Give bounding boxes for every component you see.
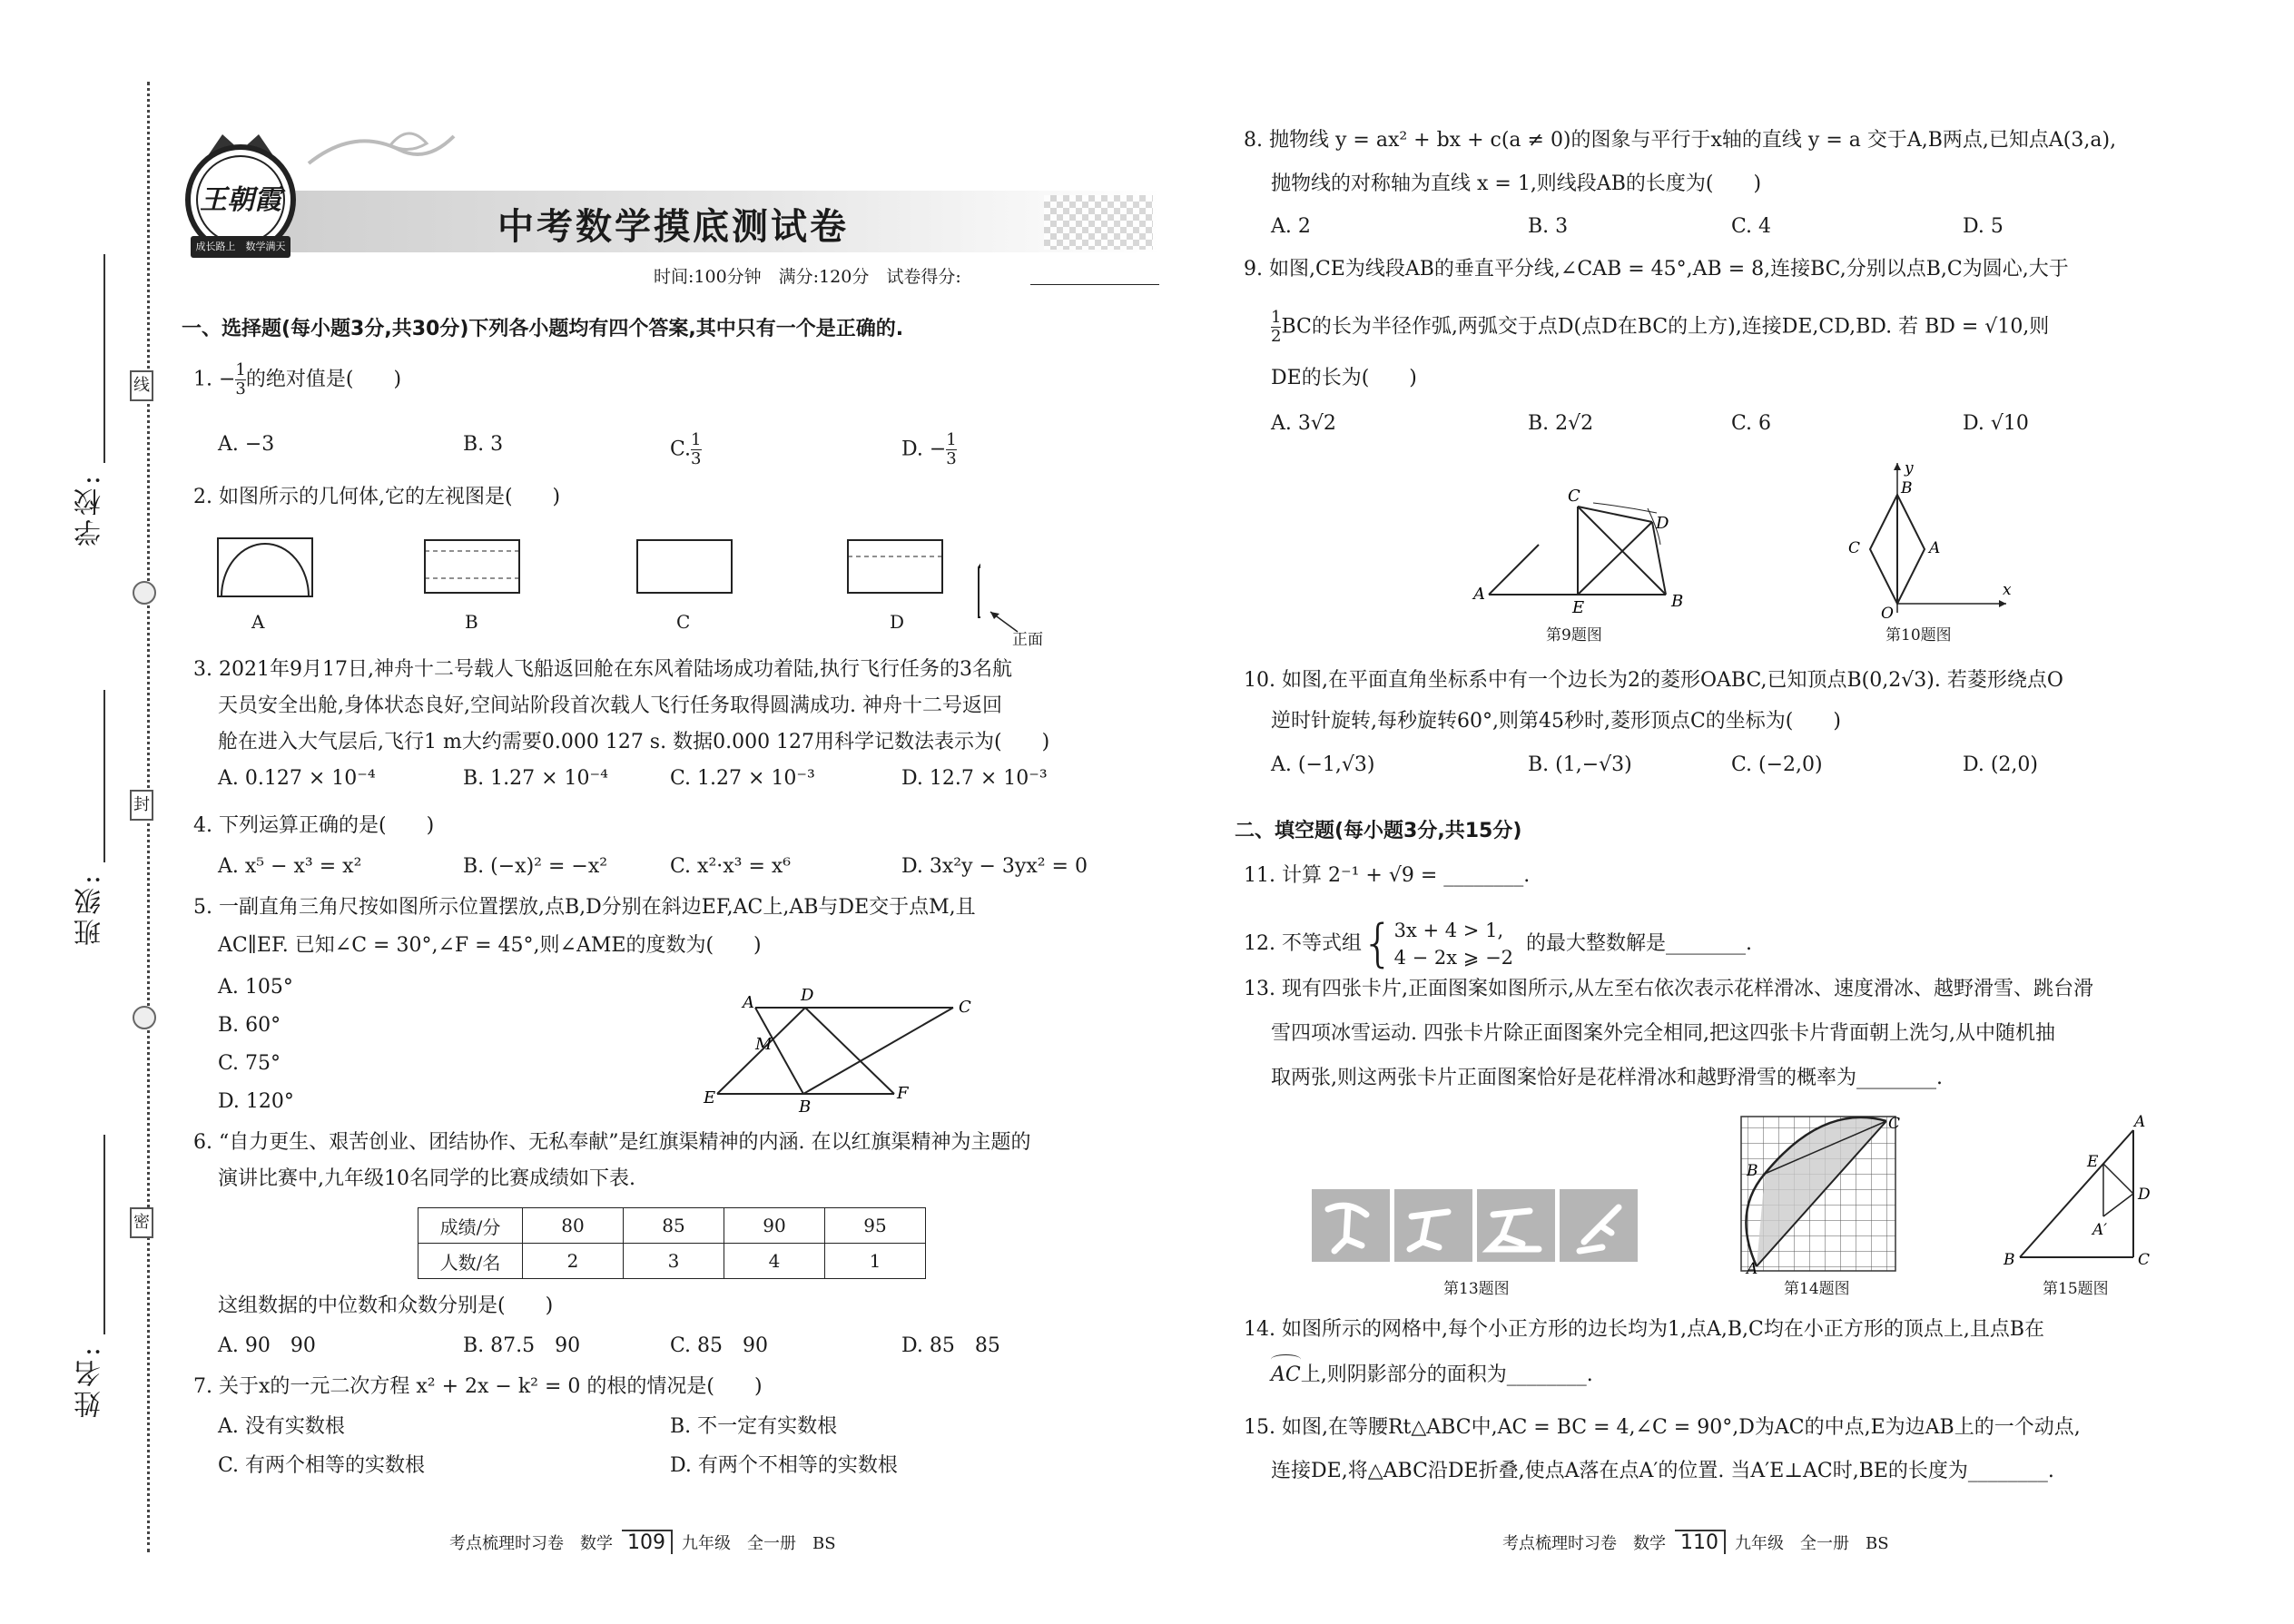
- q14-point-c: C: [1888, 1115, 1901, 1133]
- q9-line-3: DE的长为( ): [1271, 367, 1417, 389]
- q10-point-a: A: [1929, 539, 1941, 557]
- section2-title: 二、填空题(每小题3分,共15分): [1235, 820, 1522, 842]
- q13-line-1: 13. 现有四张卡片,正面图案如图所示,从左至右依次表示花样滑冰、速度滑冰、越野滑雪、跳台滑: [1244, 978, 2093, 1000]
- q5-option-a[interactable]: A. 105°: [218, 976, 293, 999]
- q4-stem: 4. 下列运算正确的是( ): [193, 814, 435, 837]
- q10-option-b[interactable]: B. (1,−√3): [1528, 753, 1632, 776]
- card-speed-skating: [1394, 1189, 1472, 1262]
- q14-point-a: A: [1747, 1260, 1758, 1275]
- class-label: 班级:: [74, 871, 106, 947]
- exam-meta: 时间:100分钟 满分:120分 试卷得分:: [654, 267, 961, 287]
- q9-line-2: $\frac{1}{2}$ BC的长为半径作弧,两弧交于点D(点D在BC的上方),连接DE,CD,BD. 若 BD = √10,则: [1271, 308, 2050, 346]
- q10-axis-x: x: [2003, 581, 2012, 599]
- q7-stem: 7. 关于x的一元二次方程 x² + 2x − k² = 0 的根的情况是( ): [193, 1375, 763, 1398]
- q5-option-c[interactable]: C. 75°: [218, 1052, 281, 1075]
- q12-stem: 12. 不等式组{ 3x + 4 > 1, 4 − 2x ⩾ −2 的最大整数解是________.: [1244, 914, 1753, 973]
- ribbon-icon: [300, 118, 463, 185]
- q13-line-3: 取两张,则这两张卡片正面图案恰好是花样滑冰和越野滑雪的概率为________.: [1271, 1067, 1943, 1089]
- q14-arc-label: AC: [1271, 1362, 1301, 1389]
- q5-line-2: AC∥EF. 已知∠C = 30°,∠F = 45°,则∠AME的度数为( ): [218, 934, 762, 957]
- bind-mark-feng: 封: [130, 790, 153, 821]
- q5-point-b: B: [799, 1097, 812, 1117]
- q10-option-c[interactable]: C. (−2,0): [1731, 753, 1823, 776]
- q1-option-a[interactable]: A. −3: [218, 433, 275, 456]
- q15-point-d: D: [2138, 1186, 2151, 1204]
- q8-option-a[interactable]: A. 2: [1271, 215, 1311, 238]
- q2-figures: [209, 531, 980, 649]
- q2-label-d: D: [890, 611, 905, 633]
- q2-stem: 2. 如图所示的几何体,它的左视图是( ): [193, 486, 561, 508]
- q10-point-b: B: [1901, 479, 1913, 497]
- q10-line-1: 10. 如图,在平面直角坐标系中有一个边长为2的菱形OABC,已知顶点B(0,2√3). 若菱形绕点O: [1244, 669, 2063, 692]
- page-number-left: 109: [622, 1530, 673, 1554]
- school-label: 学校:: [74, 472, 106, 547]
- name-blank[interactable]: [103, 1135, 105, 1334]
- q2-view-c: [637, 540, 732, 593]
- q4-option-b[interactable]: B. (−x)² = −x²: [463, 855, 608, 878]
- q9-option-c[interactable]: C. 6: [1731, 412, 1772, 435]
- q8-option-d[interactable]: D. 5: [1963, 215, 2004, 238]
- q13-card-set: [1312, 1189, 1639, 1262]
- bind-dot: [133, 581, 156, 605]
- q7-option-d[interactable]: D. 有两个不相等的实数根: [670, 1454, 898, 1477]
- q9-point-b: B: [1671, 592, 1684, 611]
- q7-option-b[interactable]: B. 不一定有实数根: [670, 1415, 838, 1438]
- q15-line-2: 连接DE,将△ABC沿DE折叠,使点A落在点A′的位置. 当A′E⊥AC时,BE的长度为________.: [1271, 1460, 2054, 1482]
- q10-figure: [1825, 458, 2024, 622]
- q6-option-b[interactable]: B. 87.5 90: [463, 1334, 581, 1357]
- q15-point-a: A: [2134, 1113, 2146, 1131]
- q14-line-2: AC上,则阴影部分的面积为________.: [1271, 1362, 1593, 1389]
- q5-option-b[interactable]: B. 60°: [218, 1014, 281, 1037]
- q5-point-e: E: [704, 1088, 716, 1107]
- q4-option-d[interactable]: D. 3x²y − 3yx² = 0: [901, 855, 1088, 878]
- page-title: 中考数学摸底测试卷: [497, 206, 849, 248]
- section1-title: 一、选择题(每小题3分,共30分)下列各小题均有四个答案,其中只有一个是正确的.: [182, 318, 904, 340]
- q13-cards: [1312, 1189, 1639, 1262]
- q6-line-1: 6. “自力更生、艰苦创业、团结协作、无私奉献”是红旗渠精神的内涵. 在以红旗渠精神为主题的: [193, 1131, 1031, 1154]
- q3-option-a[interactable]: A. 0.127 × 10⁻⁴: [218, 767, 376, 790]
- q15-figure: [1993, 1112, 2156, 1271]
- q5-option-d[interactable]: D. 120°: [218, 1090, 294, 1113]
- table-cell: 4: [724, 1244, 825, 1279]
- q10-line-2: 逆时针旋转,每秒旋转60°,则第45秒时,菱形顶点C的坐标为( ): [1271, 710, 1841, 733]
- q8-line-1: 8. 抛物线 y = ax² + bx + c(a ≠ 0)的图象与平行于x轴的直线 y = a 交于A,B两点,已知点A(3,a),: [1244, 129, 2117, 152]
- q9-option-a[interactable]: A. 3√2: [1271, 412, 1336, 435]
- bind-mark-xian: 线: [130, 370, 153, 401]
- q7-option-a[interactable]: A. 没有实数根: [218, 1415, 345, 1438]
- q6-line-2: 演讲比赛中,九年级10名同学的比赛成绩如下表.: [218, 1167, 635, 1190]
- score-blank[interactable]: [1030, 284, 1159, 285]
- name-label: 姓名:: [74, 1343, 106, 1419]
- q2-front-label: 正面: [1012, 631, 1043, 649]
- q3-option-c[interactable]: C. 1.27 × 10⁻³: [670, 767, 815, 790]
- q15-caption: 第15题图: [2043, 1280, 2109, 1298]
- q11-stem: 11. 计算 2⁻¹ + √9 = ________.: [1244, 864, 1531, 887]
- table-cell: 90: [724, 1208, 825, 1244]
- q5-point-d: D: [801, 986, 814, 1005]
- page-number-right: 110: [1675, 1530, 1726, 1554]
- table-cell: 95: [825, 1208, 926, 1244]
- q5-line-1: 5. 一副直角三角尺按如图所示位置摆放,点B,D分别在斜边EF,AC上,AB与DE交于点M,且: [193, 896, 976, 919]
- q15-line-1: 15. 如图,在等腰Rt△ABC中,AC = BC = 4,∠C = 90°,D为AC的中点,E为边AB上的一个动点,: [1244, 1416, 2081, 1439]
- table-cell: 成绩/分: [418, 1208, 523, 1244]
- q6-score-table: [418, 1207, 926, 1279]
- q15-point-c: C: [2138, 1251, 2151, 1269]
- table-cell: 85: [624, 1208, 724, 1244]
- table-row: [418, 1208, 926, 1244]
- q9-option-d[interactable]: D. √10: [1963, 412, 2029, 435]
- q9-figure: [1466, 481, 1702, 617]
- bind-mark-mi: 密: [130, 1207, 153, 1238]
- q8-option-c[interactable]: C. 4: [1731, 215, 1772, 238]
- school-blank[interactable]: [103, 254, 105, 463]
- q3-line-2: 天员安全出舱,身体状态良好,空间站阶段首次载人飞行任务取得圆满成功. 神舟十二号返回: [218, 694, 1002, 717]
- q6-option-a[interactable]: A. 90 90: [218, 1334, 316, 1357]
- card-figure-skating: [1312, 1189, 1390, 1262]
- q8-line-2: 抛物线的对称轴为直线 x = 1,则线段AB的长度为( ): [1271, 172, 1762, 195]
- q1-option-d[interactable]: D. − $\frac{1}{3}$: [901, 430, 957, 468]
- q13-caption: 第13题图: [1443, 1280, 1510, 1298]
- q3-option-d[interactable]: D. 12.7 × 10⁻³: [901, 767, 1048, 790]
- q2-view-b: [425, 540, 519, 593]
- q14-caption: 第14题图: [1784, 1280, 1850, 1298]
- class-blank[interactable]: [103, 690, 105, 862]
- arrow-icon: [985, 608, 1021, 635]
- table-cell: 3: [624, 1244, 724, 1279]
- q1-stem-tail: 的绝对值是( ): [245, 368, 402, 391]
- table-cell: 人数/名: [418, 1244, 523, 1279]
- q2-label-a: A: [251, 611, 265, 633]
- q9-point-d: D: [1656, 514, 1669, 533]
- table-cell: 1: [825, 1244, 926, 1279]
- q5-figure: [699, 980, 989, 1117]
- brand-name: 王朝霞: [200, 184, 281, 216]
- q14-point-b: B: [1747, 1162, 1758, 1180]
- q8-option-b[interactable]: B. 3: [1528, 215, 1569, 238]
- q2-label-c: C: [676, 611, 691, 633]
- q6-option-d[interactable]: D. 85 85: [901, 1334, 1000, 1357]
- q10-caption: 第10题图: [1885, 626, 1952, 645]
- q6-ask: 这组数据的中位数和众数分别是( ): [218, 1294, 554, 1317]
- q5-point-m: M: [755, 1035, 773, 1054]
- q10-point-o: O: [1881, 605, 1894, 622]
- q1-stem: 1. − $\frac{1}{3}$ 的绝对值是( ): [193, 360, 402, 399]
- table-row: [418, 1244, 926, 1279]
- q2-view-a: [218, 538, 312, 596]
- footer-left: 考点梳理时习卷 数学 109 九年级 全一册 BS: [449, 1531, 836, 1554]
- q9-point-c: C: [1568, 487, 1580, 506]
- q10-option-d[interactable]: D. (2,0): [1963, 753, 2038, 776]
- q3-line-3: 舱在进入大气层后,飞行1 m大约需要0.000 127 s. 数据0.000 127用科学记数法表示为( ): [218, 731, 1050, 753]
- q15-point-e: E: [2087, 1153, 2099, 1171]
- table-cell: 80: [523, 1208, 624, 1244]
- brand-badge: [172, 127, 309, 272]
- footer-right: 考点梳理时习卷 数学 110 九年级 全一册 BS: [1502, 1531, 1889, 1554]
- q1-option-c[interactable]: C. $\frac{1}{3}$: [670, 430, 702, 468]
- q2-view-d: [848, 540, 942, 593]
- bind-dot: [133, 1006, 156, 1029]
- binding-strip: [0, 0, 172, 1624]
- q9-point-e: E: [1572, 598, 1585, 617]
- q9-option-b[interactable]: B. 2√2: [1528, 412, 1594, 435]
- q10-point-c: C: [1848, 539, 1861, 557]
- q1-option-b[interactable]: B. 3: [463, 433, 504, 456]
- q2-solid: [979, 531, 980, 617]
- q6-option-c[interactable]: C. 85 90: [670, 1334, 769, 1357]
- q4-option-c[interactable]: C. x²·x³ = x⁶: [670, 855, 792, 878]
- q10-axis-y: y: [1905, 459, 1914, 477]
- table-cell: 2: [523, 1244, 624, 1279]
- brand-slogan: 成长路上 数学满天: [195, 241, 286, 252]
- q5-point-f: F: [897, 1084, 909, 1103]
- q9-point-a: A: [1473, 585, 1485, 604]
- q14-figure: [1732, 1112, 1905, 1275]
- q4-option-a[interactable]: A. x⁵ − x³ = x²: [218, 855, 362, 878]
- q14-line-1: 14. 如图所示的网格中,每个小正方形的边长均为1,点A,B,C均在小正方形的顶点上,且点B在: [1244, 1318, 2045, 1341]
- q2-label-b: B: [465, 611, 478, 633]
- q3-line-1: 3. 2021年9月17日,神舟十二号载人飞船返回舱在东风着陆场成功着陆,执行飞行任务的3名航: [193, 658, 1012, 681]
- q15-point-b: B: [2004, 1251, 2015, 1269]
- q10-option-a[interactable]: A. (−1,√3): [1271, 753, 1375, 776]
- q5-point-c: C: [959, 998, 971, 1017]
- q9-line-1: 9. 如图,CE为线段AB的垂直平分线,∠CAB = 45°,AB = 8,连接BC,分别以点B,C为圆心,大于: [1244, 258, 2069, 281]
- q9-caption: 第9题图: [1546, 626, 1602, 645]
- q7-option-c[interactable]: C. 有两个相等的实数根: [218, 1454, 426, 1477]
- q5-point-a: A: [743, 993, 754, 1012]
- q3-option-b[interactable]: B. 1.27 × 10⁻⁴: [463, 767, 608, 790]
- q13-line-2: 雪四项冰雪运动. 四张卡片除正面图案外完全相同,把这四张卡片背面朝上洗匀,从中随机抽: [1271, 1022, 2055, 1045]
- q15-point-a-prime: A′: [2092, 1221, 2108, 1239]
- checker-pattern: [1044, 195, 1153, 250]
